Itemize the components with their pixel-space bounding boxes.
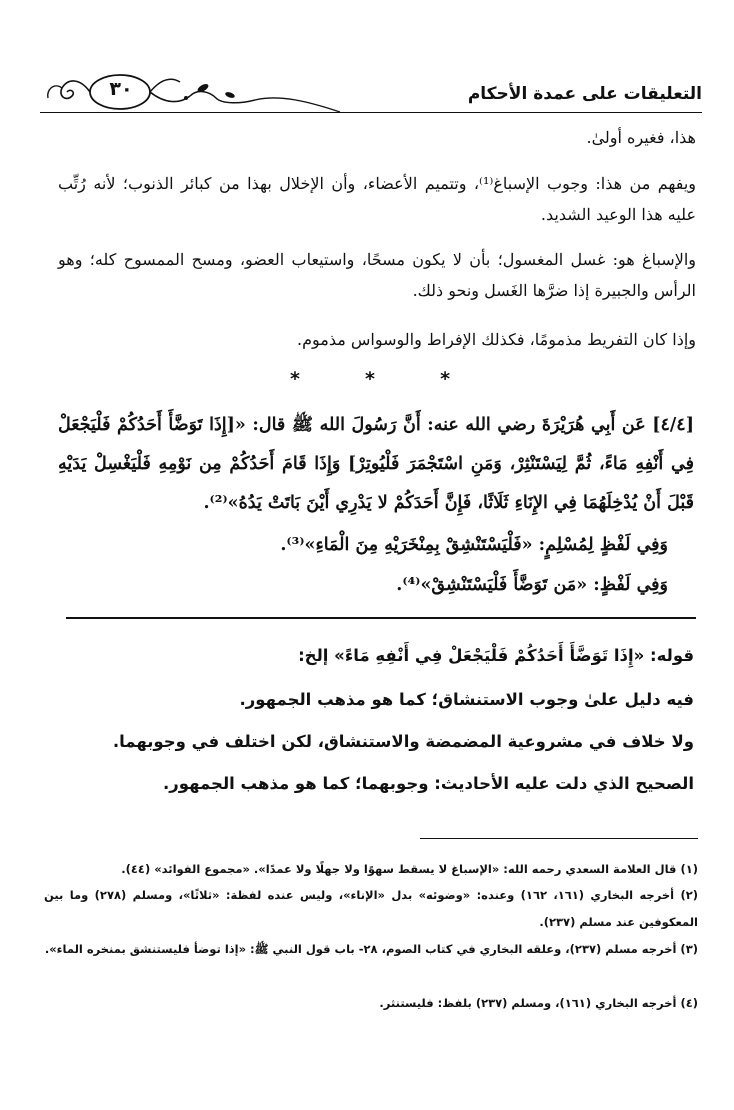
commentary-line: ولا خلاف في مشروعية المضمضة والاستنشاق، لكن اختلف في وجوبهما. xyxy=(112,732,694,751)
section-separator xyxy=(290,368,450,390)
star-icon: * xyxy=(440,368,450,390)
section-divider xyxy=(66,617,696,619)
paragraph: هذا، فغيره أولىٰ. xyxy=(586,128,696,147)
header-rule xyxy=(40,112,702,113)
paragraph: وإذا كان التفريط مذمومًا، فكذلك الإفراط والوسواس مذموم. xyxy=(297,330,696,349)
paragraph: ويفهم من هذا: وجوب الإسباغ⁽¹⁾، وتتميم الأعضاء، وأن الإخلال بهذا من كبائر الذنوب؛ لأنه رُتِّب عليه هذا الوعيد الشديد. xyxy=(58,174,697,224)
footnote: (٣) أخرجه مسلم (٢٣٧)، وعلقه البخاري في كتاب الصوم، ٢٨- باب قول النبي ﷺ: «إذا توضأ فليستنشق بمنخره الماء». xyxy=(44,942,698,956)
page-header xyxy=(40,68,702,116)
commentary-line: الصحيح الذي دلت عليه الأحاديث: وجوبهما؛ كما هو مذهب الجمهور. xyxy=(162,774,694,793)
page-number: ٣٠ xyxy=(109,78,133,100)
ornament-flourish-icon xyxy=(40,68,360,116)
hadith-main: [٤/٤] عَن أَبِي هُرَيْرَةَ رضي الله عنه: أَنَّ رَسُولَ الله ﷺ قال: «[إِذَا تَوَضَّأَ أَحَدُكُمْ فَلْيَجْعَلْ فِي أَنْفِهِ مَاءً، ثُمَّ لِيَسْتَنْثِرْ، وَمَنِ اسْتَجْمَرَ فَلْيُوتِرْ] وَإِذَا قَامَ أَحَدُكُمْ مِن نَوْمِهِ فَلْيَغْسِلْ يَدَيْهِ قَبْلَ أَنْ يُدْخِلَهُمَا فِي الإِنَاءِ ثَلَاثًا، فَإِنَّ أَحَدَكُمْ لا يَدْرِي أَيْنَ بَاتَتْ يَدُهُ»⁽²⁾. xyxy=(58,415,694,513)
paragraph: والإسباغ هو: غسل المغسول؛ بأن لا يكون مسحًا، واستيعاب العضو، ومسح الممسوح كله؛ وهو الرأس والجبيرة إذا ضرَّها الغَسل ونحو ذلك. xyxy=(58,250,696,300)
footnote: (٢) أخرجه البخاري (١٦١، ١٦٢) وعنده: «وضوئه» بدل «الإناء»، وليس عنده لفظة: «ثلاثًا»، ومسلم (٢٧٨) وما بين المعكوفين عند مسلم (٢٣٧). xyxy=(44,888,699,929)
commentary-line: فيه دليل علىٰ وجوب الاستنشاق؛ كما هو مذهب الجمهور. xyxy=(239,690,694,709)
star-icon: * xyxy=(365,368,375,390)
footnote: (١) قال العلامة السعدي رحمه الله: «الإسباغ لا يسقط سهوًا ولا جهلًا ولا عمدًا». «مجموع الفوائد» (٤٤). xyxy=(121,862,698,876)
book-title: التعليقات على عمدة الأحكام xyxy=(467,84,702,104)
hadith-other-wording: وَفِي لَفْظٍ: «مَن تَوَضَّأَ فَلْيَسْتَنْشِقْ»⁽⁴⁾. xyxy=(396,575,668,595)
commentary-heading: قوله: «إِذَا تَوَضَّأَ أَحَدُكُمْ فَلْيَجْعَلْ فِي أَنْفِهِ مَاءً» إلخ: xyxy=(298,646,694,665)
footnote: (٤) أخرجه البخاري (١٦١)، ومسلم (٢٣٧) بلفظ: فليستنثر. xyxy=(379,996,698,1010)
star-icon: * xyxy=(290,368,300,390)
page-number-ornament xyxy=(40,68,360,116)
hadith-muslim-wording: وَفِي لَفْظٍ لِمُسْلِمٍ: «فَلْيَسْتَنْشِقْ بِمِنْخَرَيْهِ مِنَ الْمَاءِ»⁽³⁾. xyxy=(280,535,668,555)
footnote-separator xyxy=(420,838,698,839)
